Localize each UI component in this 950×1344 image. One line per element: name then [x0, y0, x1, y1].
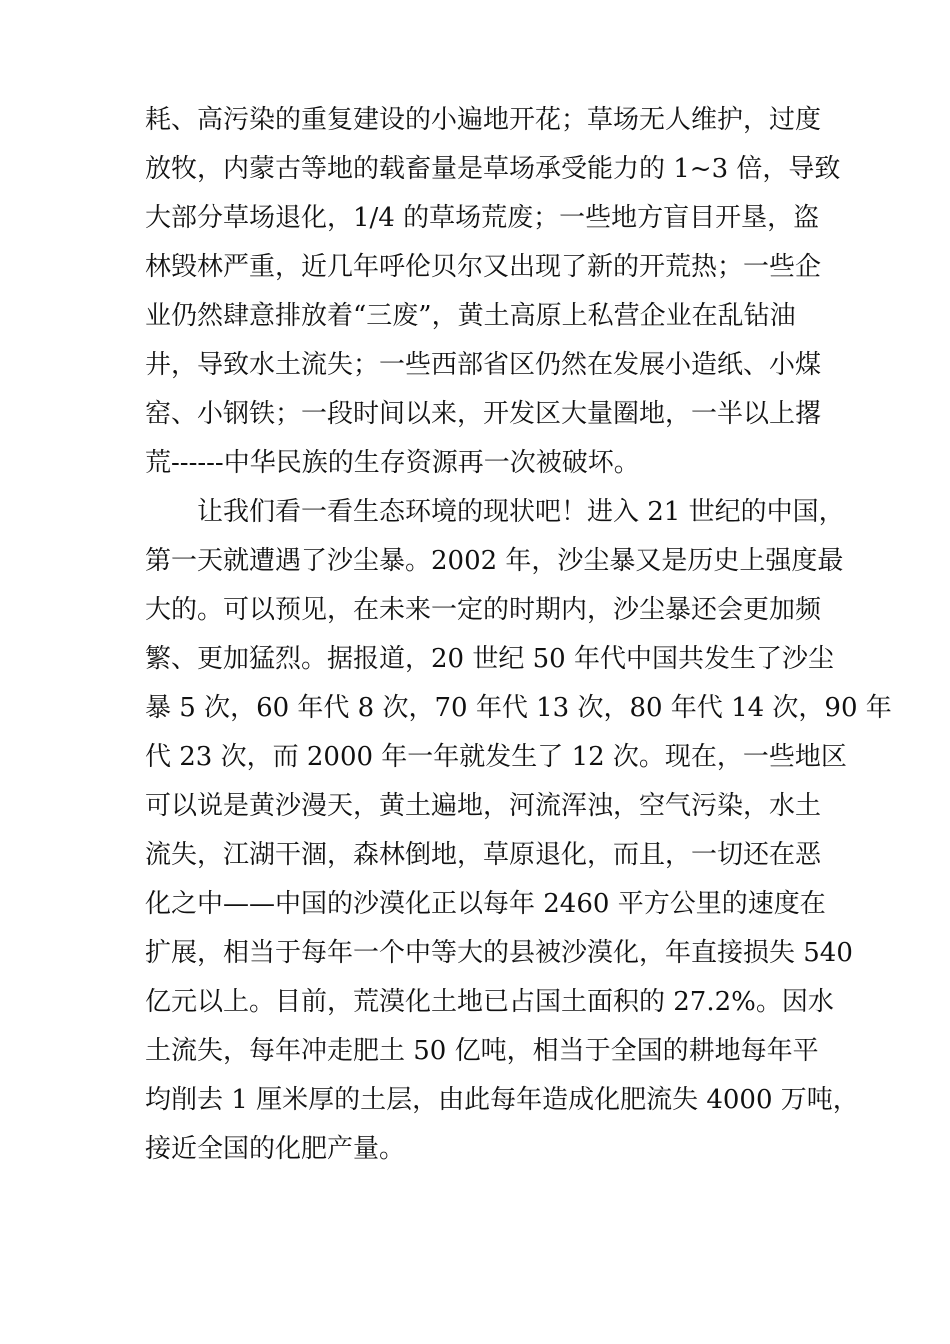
paragraph-1-line-3: 大部分草场退化，1/4 的草场荒废；一些地方盲目开垦，盗: [145, 203, 820, 233]
paragraph-2-line-13: 均削去 1 厘米厚的土层，由此每年造成化肥流失 4000 万吨，: [145, 1085, 859, 1115]
paragraph-1-line-1: 耗、高污染的重复建设的小遍地开花；草场无人维护，过度: [145, 105, 822, 135]
paragraph-2-line-6: 代 23 次，而 2000 年一年就发生了 12 次。现在，一些地区: [145, 742, 847, 772]
paragraph-1-line-5: 业仍然肆意排放着“三废”，黄土高原上私营企业在乱钻油: [145, 301, 796, 331]
paragraph-2-line-1: 让我们看一看生态环境的现状吧！进入 21 世纪的中国，: [197, 497, 845, 527]
paragraph-1-line-4: 林毁林严重，近几年呼伦贝尔又出现了新的开荒热；一些企: [145, 252, 822, 282]
paragraph-1-line-2: 放牧，内蒙古等地的载畜量是草场承受能力的 1~3 倍，导致: [145, 154, 841, 184]
paragraph-2-line-2: 第一天就遭遇了沙尘暴。2002 年，沙尘暴又是历史上强度最: [145, 546, 844, 576]
paragraph-2-line-9: 化之中——中国的沙漠化正以每年 2460 平方公里的速度在: [145, 889, 826, 919]
paragraph-1-line-6: 井，导致水土流失；一些西部省区仍然在发展小造纸、小煤: [145, 350, 822, 380]
paragraph-2-line-4: 繁、更加猛烈。据报道，20 世纪 50 年代中国共发生了沙尘: [145, 644, 834, 674]
paragraph-2-line-14: 接近全国的化肥产量。: [145, 1134, 406, 1164]
paragraph-2-line-12: 土流失，每年冲走肥土 50 亿吨，相当于全国的耕地每年平: [145, 1036, 819, 1066]
paragraph-2-line-10: 扩展，相当于每年一个中等大的县被沙漠化，年直接损失 540: [145, 938, 853, 968]
paragraph-2-line-7: 可以说是黄沙漫天，黄土遍地，河流浑浊，空气污染，水土: [145, 791, 822, 821]
paragraph-2-line-8: 流失，江湖干涸，森林倒地，草原退化，而且，一切还在恶: [145, 840, 822, 870]
paragraph-1-line-8: 荒------中华民族的生存资源再一次被破坏。: [145, 448, 640, 478]
body-text: [145, 96, 892, 1174]
paragraph-2-line-3: 大的。可以预见，在未来一定的时期内，沙尘暴还会更加频: [145, 595, 822, 625]
paragraph-1-line-7: 窑、小钢铁；一段时间以来，开发区大量圈地，一半以上撂: [145, 399, 822, 429]
paragraph-2-line-11: 亿元以上。目前，荒漠化土地已占国土面积的 27.2%。因水: [145, 987, 834, 1017]
paragraph-2-line-5: 暴 5 次，60 年代 8 次，70 年代 13 次，80 年代 14 次，90 年: [145, 693, 892, 723]
